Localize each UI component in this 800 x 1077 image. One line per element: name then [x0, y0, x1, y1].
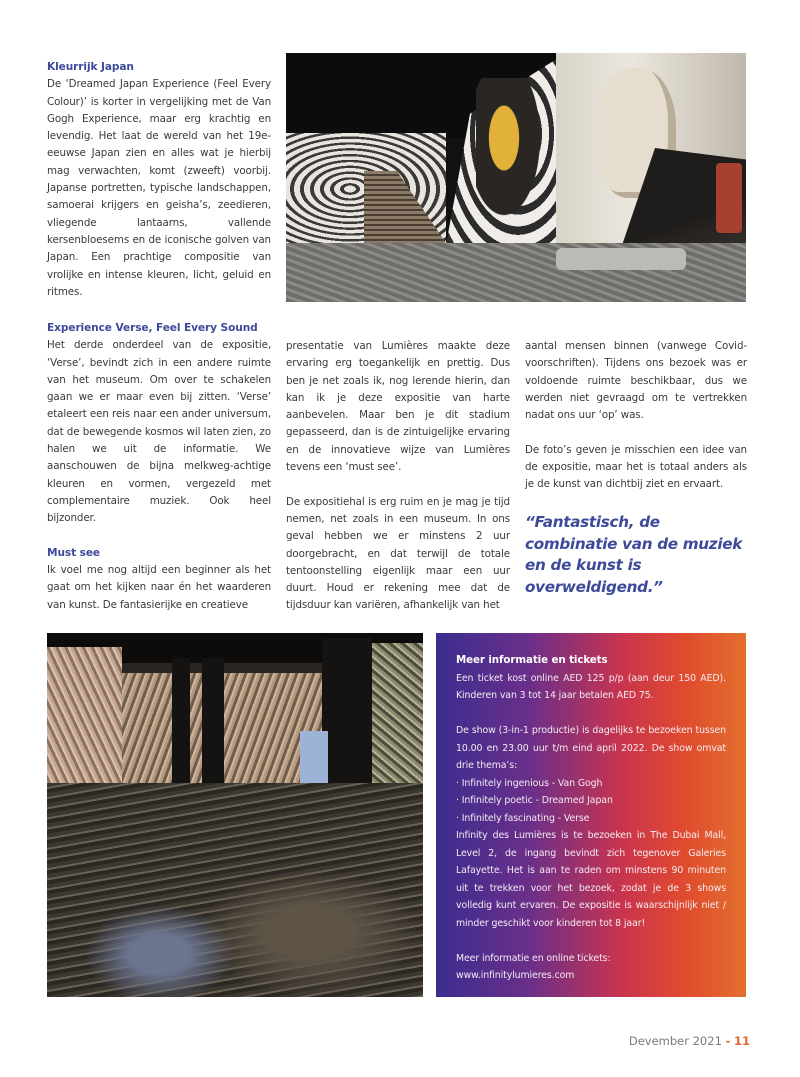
- theme-item: · Infinitely poetic - Dreamed Japan: [456, 795, 613, 806]
- footer-separator: -: [725, 1034, 731, 1048]
- info-box-location: Infinity des Lumières is te bezoeken in The Dubai Mall, Level 2, de ingang bevindt zich tegenover Galeries Lafayette. Het is aan te raden om minstens 90 minuten uit te trekken voor het bezoek, zodat je de 3 shows volledig kunt ervaren. De expositie is waarschijnlijk niet / minder geschikt voor kinderen tot 8 jaar!: [456, 830, 726, 929]
- photo-pillar: [172, 658, 190, 788]
- section-body-must-see-part1: Ik voel me nog altijd een beginner als het gaat om het kijken naar én het waarderen van kunst. De fantasierijke en creatieve: [47, 564, 271, 611]
- info-box-prices: Een ticket kost online AED 125 p/p (aan deur 150 AED). Kinderen van 3 tot 14 jaar betalen AED 75.: [456, 672, 726, 701]
- theme-item: · Infinitely fascinating - Verse: [456, 812, 590, 824]
- info-box-url-link[interactable]: www.infinitylumieres.com: [456, 970, 575, 981]
- pull-quote: “Fantastisch, de combinatie van de muziek en de kunst is overweldigend.”: [525, 513, 743, 596]
- photo-floor: [47, 783, 423, 997]
- section-heading-verse: Experience Verse, Feel Every Sound: [47, 322, 258, 334]
- column-3: [525, 338, 747, 494]
- theme-item: · Infinitely ingenious - Van Gogh: [456, 777, 603, 789]
- section-body-must-see-part2: presentatie van Lumières maakte deze ervaring erg toegankelijk en prettig. Dus ben je net zoals ik, nog lerende hierin, dan kan ik je deze expositie van harte aanbevelen. Maar ben je dit stadium gepasseerd, dan is de zintuigelijke ervaring en de innovatieve wijze van Lumières tevens een ‘must see’.: [286, 340, 510, 474]
- info-box-more-info-label: Meer informatie en online tickets:: [456, 952, 611, 964]
- spacer: [456, 705, 726, 723]
- photo-pillar: [202, 658, 224, 788]
- section-verse-and-must-see: [47, 320, 271, 614]
- footer-issue: Devember 2021: [628, 1034, 722, 1048]
- column-2: [286, 338, 510, 615]
- paragraph-photos: De foto’s geven je misschien een idee van de expositie, maar het is totaal anders als je de kunst van dichtbij ziet en ervaart.: [525, 443, 747, 491]
- section-heading-must-see: Must see: [47, 546, 101, 559]
- photo-van-gogh-exhibition: [47, 633, 423, 997]
- photo-red-stamp: [716, 163, 742, 233]
- spacer: [47, 528, 271, 545]
- paragraph-expositiehal-part2: aantal mensen binnen (vanwege Covid-voorschriften). Tijdens ons bezoek was er voldoende ruimte beschikbaar, dus we werden niet gevraagd om te vertrekken nadat ons uur ‘op’ was.: [525, 340, 747, 422]
- photo-japan-exhibition: [286, 53, 746, 302]
- paragraph-expositiehal-part1: De expositiehal is erg ruim en je mag je tijd nemen, net zoals in een museum. In ons geval hebben we er minstens 2 uur doorgebracht, en dat terwijl de totale tentoonstelling eigenlijk maar een uur duurt. Houd er rekening mee dat de tijdsduur kan variëren, afhankelijk van het: [286, 495, 510, 612]
- section-body-japan: De ‘Dreamed Japan Experience (Feel Every Colour)’ is korter in vergelijking met de Van Gogh Experience, maar erg krachtig en levendig. Het laat de wereld van het 19e-eeuwse Japan zien en alles wat je hierbij mag verwachten, komt (zweeft) voorbij. Japanse portretten, typische landschappen, samoerai krijgers en geisha’s, zeedieren, vliegende lantaarns, vallende kersenbloesems en de iconische golven van Japan. Een prachtige compositie van vrolijke en intense kleuren, licht, geluid en ritmes.: [47, 78, 271, 298]
- info-box-schedule: De show (3-in-1 productie) is dagelijks te bezoeken tussen 10.00 en 23.00 uur t/m eind april 2022. De show omvat drie thema’s:: [456, 725, 726, 771]
- info-box-title: Meer informatie en tickets: [456, 654, 608, 666]
- info-box-themes: [456, 775, 726, 828]
- spacer: [456, 932, 726, 950]
- photo-samurai-figure: [476, 78, 546, 228]
- section-body-verse: Het derde onderdeel van de expositie, ‘Verse’, bevindt zich in een andere ruimte van het museum. Om over te schakelen gaan we er maar even bij zitten. ‘Verse’ etaleert een reis naar een ander universum, dat de bewegende kosmos wil laten zien, zo halen we uit de informatie. We aanschouwen de bijna melkweg-achtige kleuren en vormen, vergezeld met complementaire muziek. Ook heel bijzonder.: [47, 339, 271, 525]
- photo-bench: [556, 248, 686, 270]
- info-box-tickets: [436, 633, 746, 997]
- page-footer: [629, 1034, 750, 1048]
- page-number: 11: [733, 1034, 750, 1048]
- section-heading-japan: Kleurrijk Japan: [47, 61, 134, 73]
- section-japan: [47, 59, 271, 301]
